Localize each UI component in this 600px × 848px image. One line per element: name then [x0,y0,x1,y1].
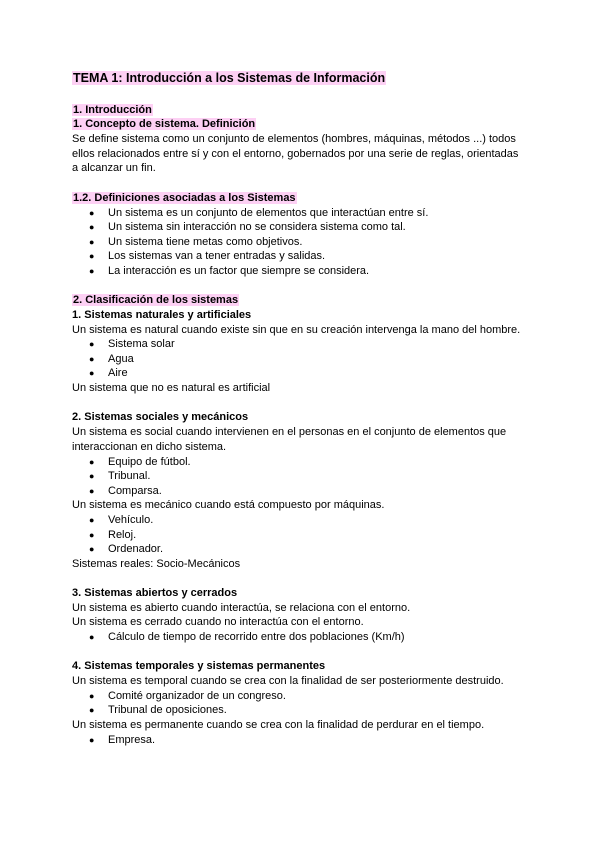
paragraph-line: Un sistema es abierto cuando interactúa, se relaciona con el entorno. [72,602,411,614]
bullet-icon: ● [89,632,95,642]
bullet-icon: ● [89,691,95,701]
bullet-icon: ● [89,515,95,525]
bullet-icon: ● [89,339,95,349]
paragraph-line: Un sistema es social cuando intervienen en el personas en el conjunto de elementos que [72,426,507,438]
paragraph-line: Un sistema que no es natural es artificial [72,382,271,394]
bullet-icon: ● [89,735,95,745]
bullet-icon: ● [89,471,95,481]
paragraph-line: Se define sistema como un conjunto de elementos (hombres, máquinas, métodos ...) todos [72,133,516,145]
bullet-icon: ● [89,354,95,364]
paragraph-line: Un sistema es mecánico cuando está compuesto por máquinas. [72,499,385,511]
bullet-icon: ● [89,486,95,496]
bullet-icon: ● [89,237,95,247]
paragraph-line: Un sistema es permanente cuando se crea con la finalidad de perdurar en el tiempo. [72,719,485,731]
page-title: TEMA 1: Introducción a los Sistemas de Información [73,71,386,85]
bullet-icon: ● [89,705,95,715]
subsection-heading: 2. Sistemas sociales y mecánicos [72,411,249,423]
bullet-icon: ● [89,266,95,276]
paragraph-line: Un sistema es temporal cuando se crea con la finalidad de ser posteriormente destruido. [72,675,504,687]
paragraph-line: interaccionan en dicho sistema. [72,441,227,453]
paragraph-line: Un sistema es natural cuando existe sin que en su creación intervenga la mano del hombre. [72,324,521,336]
section-heading: 1. Introducción [73,104,152,116]
subsection-heading: 4. Sistemas temporales y sistemas permanentes [72,660,326,672]
paragraph-line: a alcanzar un fin. [72,162,156,174]
bullet-icon: ● [89,530,95,540]
section-heading: 2. Clasificación de los sistemas [73,294,239,306]
paragraph-line: ellos relacionados entre sí y con el entorno, gobernados por una serie de reglas, orientadas [72,148,519,160]
paragraph-line: Sistemas reales: Socio-Mecánicos [72,558,241,570]
bullet-icon: ● [89,368,95,378]
bullet-icon: ● [89,222,95,232]
subsection-heading: 1. Sistemas naturales y artificiales [72,309,252,321]
bullet-icon: ● [89,457,95,467]
bullet-icon: ● [89,208,95,218]
paragraph-line: Un sistema es cerrado cuando no interactúa con el entorno. [72,616,364,628]
subsection-heading: 1. Concepto de sistema. Definición [73,118,256,130]
bullet-icon: ● [89,251,95,261]
subsection-heading: 3. Sistemas abiertos y cerrados [72,587,238,599]
bullet-icon: ● [89,544,95,554]
subsection-heading: 1.2. Definiciones asociadas a los Sistemas [73,192,296,204]
